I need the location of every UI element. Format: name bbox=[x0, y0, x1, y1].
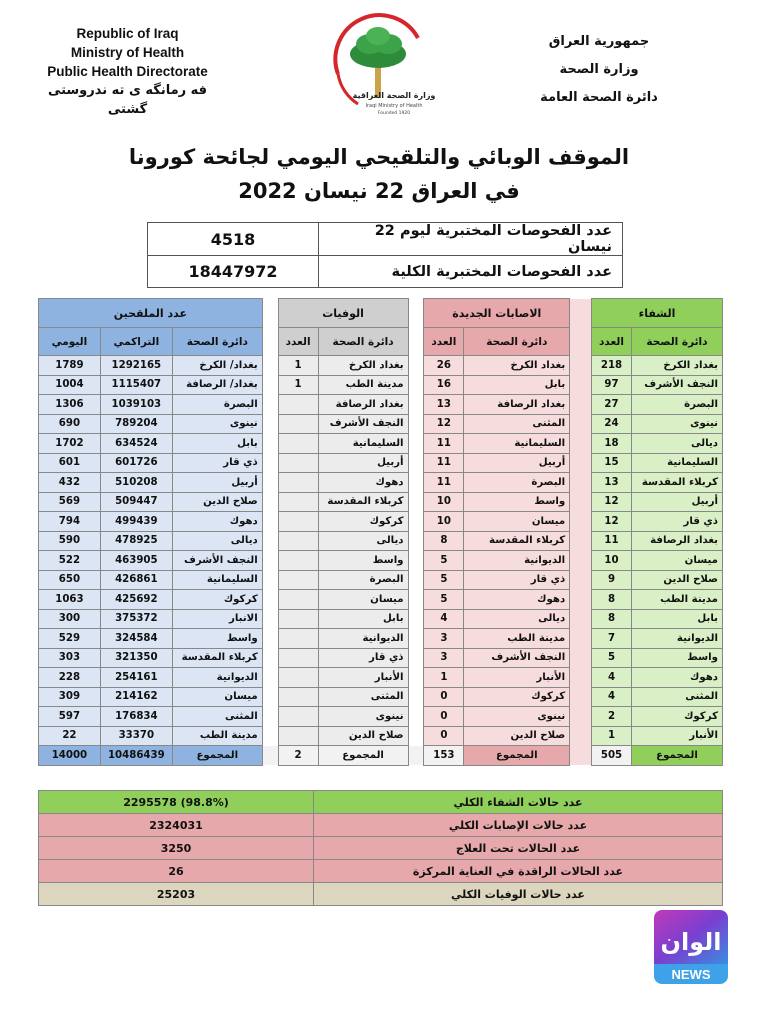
recovered-directorate-cell: واسط bbox=[631, 648, 722, 668]
vaccinated-directorate-cell: ميسان bbox=[172, 687, 262, 707]
deaths-count-cell bbox=[278, 648, 318, 668]
deaths-directorate-cell: ذي قار bbox=[318, 648, 408, 668]
recovered-directorate-cell: المثنى bbox=[631, 687, 722, 707]
deaths-directorate-cell: واسط bbox=[318, 551, 408, 571]
deaths-directorate-cell: مدينة الطب bbox=[318, 375, 408, 395]
deaths-directorate-cell: صلاح الدين bbox=[318, 726, 408, 746]
totals-row bbox=[39, 746, 723, 766]
table-row bbox=[39, 570, 723, 590]
vaccinated-cumulative-cell: 509447 bbox=[100, 492, 172, 512]
col-directorate: دائرة الصحة bbox=[318, 328, 408, 356]
vaccinated-directorate-cell: كركوك bbox=[172, 590, 262, 610]
recovered-count-cell: 2 bbox=[592, 707, 632, 727]
infections-count-cell: 26 bbox=[424, 356, 464, 376]
recovered-count-cell: 9 bbox=[592, 570, 632, 590]
infections-count-cell: 5 bbox=[424, 551, 464, 571]
deaths-count-cell bbox=[278, 434, 318, 454]
table-row bbox=[39, 726, 723, 746]
summary-label: عدد حالات الشفاء الكلي bbox=[314, 791, 723, 814]
infections-directorate-cell: ذي قار bbox=[464, 570, 570, 590]
deaths-count-cell bbox=[278, 707, 318, 727]
deaths-directorate-cell: الديوانية bbox=[318, 629, 408, 649]
total-vaccinated-cumulative: 10486439 bbox=[100, 746, 172, 766]
recovered-directorate-cell: أربيل bbox=[631, 492, 722, 512]
table-row bbox=[39, 414, 723, 434]
table-row bbox=[39, 590, 723, 610]
section-vaccinated: عدد الملقحين bbox=[39, 299, 263, 328]
recovered-directorate-cell: السليمانية bbox=[631, 453, 722, 473]
vaccinated-daily-cell: 1004 bbox=[39, 375, 101, 395]
vaccinated-cumulative-cell: 1292165 bbox=[100, 356, 172, 376]
recovered-directorate-cell: كركوك bbox=[631, 707, 722, 727]
infections-count-cell: 12 bbox=[424, 414, 464, 434]
covid-stats-table bbox=[38, 298, 723, 766]
table-row bbox=[39, 551, 723, 571]
deaths-directorate-cell: كركوك bbox=[318, 512, 408, 532]
daily-tests-value: 4518 bbox=[148, 223, 319, 256]
infections-count-cell: 3 bbox=[424, 629, 464, 649]
news-logo bbox=[654, 910, 728, 984]
vaccinated-directorate-cell: مدينة الطب bbox=[172, 726, 262, 746]
vaccinated-cumulative-cell: 601726 bbox=[100, 453, 172, 473]
recovered-count-cell: 13 bbox=[592, 473, 632, 493]
page-title bbox=[0, 140, 758, 208]
vaccinated-cumulative-cell: 425692 bbox=[100, 590, 172, 610]
deaths-directorate-cell: ديالى bbox=[318, 531, 408, 551]
vaccinated-daily-cell: 601 bbox=[39, 453, 101, 473]
summary-table bbox=[38, 790, 723, 906]
vaccinated-directorate-cell: المثنى bbox=[172, 707, 262, 727]
deaths-count-cell bbox=[278, 453, 318, 473]
deaths-directorate-cell: المثنى bbox=[318, 687, 408, 707]
recovered-count-cell: 10 bbox=[592, 551, 632, 571]
vaccinated-cumulative-cell: 463905 bbox=[100, 551, 172, 571]
recovered-count-cell: 15 bbox=[592, 453, 632, 473]
table-row bbox=[39, 687, 723, 707]
header-ar-line: جمهورية العراق bbox=[548, 34, 650, 49]
deaths-count-cell bbox=[278, 512, 318, 532]
recovered-directorate-cell: ذي قار bbox=[631, 512, 722, 532]
vaccinated-directorate-cell: بغداد/ الكرخ bbox=[172, 356, 262, 376]
vaccinated-daily-cell: 529 bbox=[39, 629, 101, 649]
infections-count-cell: 10 bbox=[424, 492, 464, 512]
title-line-2: في العراق 22 نيسان 2022 bbox=[238, 179, 520, 203]
daily-tests-label: عدد الفحوصات المختبرية ليوم 22 نيسان bbox=[319, 223, 623, 256]
recovered-directorate-cell: بغداد الرصافة bbox=[631, 531, 722, 551]
deaths-count-cell bbox=[278, 629, 318, 649]
summary-row bbox=[39, 860, 723, 883]
infections-count-cell: 13 bbox=[424, 395, 464, 415]
recovered-directorate-cell: ديالى bbox=[631, 434, 722, 454]
summary-value: 2324031 bbox=[39, 814, 314, 837]
deaths-count-cell bbox=[278, 551, 318, 571]
recovered-count-cell: 12 bbox=[592, 492, 632, 512]
deaths-directorate-cell: أربيل bbox=[318, 453, 408, 473]
vaccinated-directorate-cell: الديوانية bbox=[172, 668, 262, 688]
header-ar-line: دائرة الصحة العامة bbox=[540, 90, 658, 105]
infections-directorate-cell: كربلاء المقدسة bbox=[464, 531, 570, 551]
header-en-line: Public Health Directorate bbox=[47, 64, 208, 79]
recovered-count-cell: 97 bbox=[592, 375, 632, 395]
header-ar-line: وزارة الصحة bbox=[559, 62, 639, 77]
table-row bbox=[39, 629, 723, 649]
summary-row bbox=[39, 837, 723, 860]
vaccinated-directorate-cell: كربلاء المقدسة bbox=[172, 648, 262, 668]
deaths-directorate-cell: النجف الأشرف bbox=[318, 414, 408, 434]
infections-directorate-cell: النجف الأشرف bbox=[464, 648, 570, 668]
col-directorate: دائرة الصحة bbox=[172, 328, 262, 356]
vaccinated-daily-cell: 303 bbox=[39, 648, 101, 668]
deaths-count-cell bbox=[278, 590, 318, 610]
col-count: العدد bbox=[278, 328, 318, 356]
recovered-count-cell: 4 bbox=[592, 668, 632, 688]
recovered-count-cell: 18 bbox=[592, 434, 632, 454]
recovered-count-cell: 24 bbox=[592, 414, 632, 434]
vaccinated-daily-cell: 794 bbox=[39, 512, 101, 532]
vaccinated-daily-cell: 590 bbox=[39, 531, 101, 551]
total-vaccinated-daily: 14000 bbox=[39, 746, 101, 766]
infections-directorate-cell: بغداد الكرخ bbox=[464, 356, 570, 376]
infections-count-cell: 1 bbox=[424, 668, 464, 688]
deaths-count-cell: 1 bbox=[278, 356, 318, 376]
infections-directorate-cell: السليمانية bbox=[464, 434, 570, 454]
vaccinated-directorate-cell: النجف الأشرف bbox=[172, 551, 262, 571]
vaccinated-directorate-cell: أربيل bbox=[172, 473, 262, 493]
title-line-1: الموقف الوبائي والتلقيحي اليومي لجائحة كورونا bbox=[128, 145, 630, 169]
section-infections: الاصابات الجديدة bbox=[424, 299, 570, 328]
infections-directorate-cell: الديوانية bbox=[464, 551, 570, 571]
deaths-directorate-cell: بغداد الكرخ bbox=[318, 356, 408, 376]
infections-directorate-cell: بابل bbox=[464, 375, 570, 395]
infections-directorate-cell: بغداد الرصافة bbox=[464, 395, 570, 415]
recovered-count-cell: 1 bbox=[592, 726, 632, 746]
summary-value: 25203 bbox=[39, 883, 314, 906]
col-count: العدد bbox=[592, 328, 632, 356]
table-row bbox=[39, 512, 723, 532]
recovered-directorate-cell: الأنبار bbox=[631, 726, 722, 746]
table-row bbox=[39, 707, 723, 727]
vaccinated-cumulative-cell: 478925 bbox=[100, 531, 172, 551]
summary-label: عدد الحالات تحت العلاج bbox=[314, 837, 723, 860]
deaths-count-cell bbox=[278, 531, 318, 551]
table-row bbox=[39, 375, 723, 395]
vaccinated-daily-cell: 228 bbox=[39, 668, 101, 688]
total-recovered: 505 bbox=[592, 746, 632, 766]
summary-row bbox=[39, 814, 723, 837]
col-daily: اليومي bbox=[39, 328, 101, 356]
infections-count-cell: 0 bbox=[424, 707, 464, 727]
header-en-line: Republic of Iraq bbox=[76, 26, 179, 41]
total-label: المجموع bbox=[631, 746, 722, 766]
vaccinated-daily-cell: 690 bbox=[39, 414, 101, 434]
infections-directorate-cell: البصرة bbox=[464, 473, 570, 493]
vaccinated-cumulative-cell: 321350 bbox=[100, 648, 172, 668]
recovered-count-cell: 8 bbox=[592, 590, 632, 610]
infections-count-cell: 5 bbox=[424, 570, 464, 590]
recovered-count-cell: 7 bbox=[592, 629, 632, 649]
vaccinated-cumulative-cell: 499439 bbox=[100, 512, 172, 532]
recovered-directorate-cell: بابل bbox=[631, 609, 722, 629]
vaccinated-daily-cell: 1306 bbox=[39, 395, 101, 415]
logo-founded: Founded 1920 bbox=[377, 111, 411, 116]
infections-directorate-cell: واسط bbox=[464, 492, 570, 512]
news-sub: NEWS bbox=[671, 967, 711, 982]
summary-value: 2295578 (98.8%) bbox=[39, 791, 314, 814]
infections-directorate-cell: نينوى bbox=[464, 707, 570, 727]
deaths-count-cell bbox=[278, 668, 318, 688]
recovered-directorate-cell: صلاح الدين bbox=[631, 570, 722, 590]
header-en-line: Ministry of Health bbox=[70, 45, 185, 60]
vaccinated-daily-cell: 1789 bbox=[39, 356, 101, 376]
news-logo-icon bbox=[654, 910, 728, 984]
vaccinated-cumulative-cell: 634524 bbox=[100, 434, 172, 454]
header-en-line: فه رمانگه ى ته ندروستى گشتى bbox=[47, 83, 208, 117]
vaccinated-cumulative-cell: 789204 bbox=[100, 414, 172, 434]
summary-value: 3250 bbox=[39, 837, 314, 860]
recovered-directorate-cell: مدينة الطب bbox=[631, 590, 722, 610]
vaccinated-daily-cell: 650 bbox=[39, 570, 101, 590]
vaccinated-directorate-cell: السليمانية bbox=[172, 570, 262, 590]
recovered-count-cell: 5 bbox=[592, 648, 632, 668]
deaths-count-cell bbox=[278, 687, 318, 707]
recovered-directorate-cell: كربلاء المقدسة bbox=[631, 473, 722, 493]
deaths-count-cell bbox=[278, 726, 318, 746]
infections-count-cell: 8 bbox=[424, 531, 464, 551]
deaths-directorate-cell: نينوى bbox=[318, 707, 408, 727]
deaths-directorate-cell: الأنبار bbox=[318, 668, 408, 688]
vaccinated-daily-cell: 432 bbox=[39, 473, 101, 493]
table-row bbox=[39, 648, 723, 668]
vaccinated-cumulative-cell: 375372 bbox=[100, 609, 172, 629]
infections-directorate-cell: صلاح الدين bbox=[464, 726, 570, 746]
summary-value: 26 bbox=[39, 860, 314, 883]
vaccinated-directorate-cell: بغداد/ الرصافة bbox=[172, 375, 262, 395]
vaccinated-daily-cell: 309 bbox=[39, 687, 101, 707]
table-row bbox=[39, 668, 723, 688]
vaccinated-directorate-cell: بابل bbox=[172, 434, 262, 454]
vaccinated-daily-cell: 569 bbox=[39, 492, 101, 512]
ministry-logo bbox=[318, 12, 440, 124]
vaccinated-daily-cell: 597 bbox=[39, 707, 101, 727]
table-row bbox=[39, 453, 723, 473]
vaccinated-daily-cell: 1702 bbox=[39, 434, 101, 454]
table-row bbox=[39, 434, 723, 454]
infections-directorate-cell: مدينة الطب bbox=[464, 629, 570, 649]
total-tests-value: 18447972 bbox=[148, 256, 319, 288]
infections-directorate-cell: الأنبار bbox=[464, 668, 570, 688]
section-deaths: الوفيات bbox=[278, 299, 408, 328]
infections-count-cell: 5 bbox=[424, 590, 464, 610]
infections-directorate-cell: أربيل bbox=[464, 453, 570, 473]
table-row bbox=[39, 609, 723, 629]
header-english bbox=[40, 24, 215, 119]
vaccinated-directorate-cell: الانبار bbox=[172, 609, 262, 629]
infections-count-cell: 11 bbox=[424, 434, 464, 454]
recovered-count-cell: 12 bbox=[592, 512, 632, 532]
col-directorate: دائرة الصحة bbox=[464, 328, 570, 356]
vaccinated-daily-cell: 22 bbox=[39, 726, 101, 746]
infections-count-cell: 16 bbox=[424, 375, 464, 395]
deaths-count-cell bbox=[278, 570, 318, 590]
col-directorate: دائرة الصحة bbox=[631, 328, 722, 356]
recovered-directorate-cell: النجف الأشرف bbox=[631, 375, 722, 395]
deaths-count-cell bbox=[278, 414, 318, 434]
total-deaths: 2 bbox=[278, 746, 318, 766]
deaths-directorate-cell: ميسان bbox=[318, 590, 408, 610]
infections-directorate-cell: ميسان bbox=[464, 512, 570, 532]
table-row bbox=[39, 395, 723, 415]
recovered-count-cell: 11 bbox=[592, 531, 632, 551]
summary-row bbox=[39, 883, 723, 906]
infections-directorate-cell: المثنى bbox=[464, 414, 570, 434]
recovered-directorate-cell: ميسان bbox=[631, 551, 722, 571]
vaccinated-cumulative-cell: 1039103 bbox=[100, 395, 172, 415]
logo-english: Iraqi Ministry of Health bbox=[365, 103, 423, 109]
summary-label: عدد الحالات الراقدة في العناية المركزة bbox=[314, 860, 723, 883]
total-label: المجموع bbox=[464, 746, 570, 766]
vaccinated-directorate-cell: واسط bbox=[172, 629, 262, 649]
infections-count-cell: 11 bbox=[424, 453, 464, 473]
deaths-directorate-cell: دهوك bbox=[318, 473, 408, 493]
vaccinated-daily-cell: 522 bbox=[39, 551, 101, 571]
summary-label: عدد حالات الوفيات الكلي bbox=[314, 883, 723, 906]
vaccinated-cumulative-cell: 1115407 bbox=[100, 375, 172, 395]
deaths-directorate-cell: بابل bbox=[318, 609, 408, 629]
deaths-count-cell bbox=[278, 492, 318, 512]
vaccinated-cumulative-cell: 426861 bbox=[100, 570, 172, 590]
vaccinated-directorate-cell: البصرة bbox=[172, 395, 262, 415]
deaths-directorate-cell: بغداد الرصافة bbox=[318, 395, 408, 415]
deaths-count-cell bbox=[278, 395, 318, 415]
vaccinated-cumulative-cell: 33370 bbox=[100, 726, 172, 746]
vaccinated-cumulative-cell: 324584 bbox=[100, 629, 172, 649]
recovered-directorate-cell: الديوانية bbox=[631, 629, 722, 649]
lab-tests-table bbox=[147, 222, 623, 288]
recovered-directorate-cell: البصرة bbox=[631, 395, 722, 415]
recovered-directorate-cell: نينوى bbox=[631, 414, 722, 434]
recovered-directorate-cell: دهوك bbox=[631, 668, 722, 688]
total-label: المجموع bbox=[172, 746, 262, 766]
deaths-count-cell bbox=[278, 473, 318, 493]
total-label: المجموع bbox=[318, 746, 408, 766]
total-infections: 153 bbox=[424, 746, 464, 766]
summary-label: عدد حالات الإصابات الكلي bbox=[314, 814, 723, 837]
col-count: العدد bbox=[424, 328, 464, 356]
vaccinated-daily-cell: 1063 bbox=[39, 590, 101, 610]
infections-count-cell: 11 bbox=[424, 473, 464, 493]
infections-directorate-cell: دهوك bbox=[464, 590, 570, 610]
deaths-directorate-cell: السليمانية bbox=[318, 434, 408, 454]
logo-arabic: وزارة الصحة العراقية bbox=[352, 91, 436, 100]
vaccinated-cumulative-cell: 214162 bbox=[100, 687, 172, 707]
vaccinated-directorate-cell: ديالى bbox=[172, 531, 262, 551]
table-row bbox=[39, 531, 723, 551]
infections-count-cell: 0 bbox=[424, 726, 464, 746]
vaccinated-daily-cell: 300 bbox=[39, 609, 101, 629]
vaccinated-cumulative-cell: 254161 bbox=[100, 668, 172, 688]
section-recovered: الشفاء bbox=[592, 299, 723, 328]
deaths-directorate-cell: كربلاء المقدسة bbox=[318, 492, 408, 512]
vaccinated-directorate-cell: ذي قار bbox=[172, 453, 262, 473]
infections-directorate-cell: ديالى bbox=[464, 609, 570, 629]
total-tests-label: عدد الفحوصات المختبرية الكلية bbox=[319, 256, 623, 288]
recovered-count-cell: 218 bbox=[592, 356, 632, 376]
table-row bbox=[39, 492, 723, 512]
summary-row bbox=[39, 791, 723, 814]
recovered-directorate-cell: بغداد الكرخ bbox=[631, 356, 722, 376]
table-row bbox=[39, 473, 723, 493]
vaccinated-directorate-cell: دهوك bbox=[172, 512, 262, 532]
news-brand: الوان bbox=[660, 928, 722, 956]
col-cumulative: التراكمي bbox=[100, 328, 172, 356]
recovered-count-cell: 27 bbox=[592, 395, 632, 415]
recovered-count-cell: 8 bbox=[592, 609, 632, 629]
recovered-count-cell: 4 bbox=[592, 687, 632, 707]
vaccinated-cumulative-cell: 510208 bbox=[100, 473, 172, 493]
infections-count-cell: 4 bbox=[424, 609, 464, 629]
infections-count-cell: 3 bbox=[424, 648, 464, 668]
infections-directorate-cell: كركوك bbox=[464, 687, 570, 707]
header-arabic bbox=[524, 28, 674, 112]
deaths-count-cell: 1 bbox=[278, 375, 318, 395]
deaths-directorate-cell: البصرة bbox=[318, 570, 408, 590]
infections-count-cell: 0 bbox=[424, 687, 464, 707]
vaccinated-cumulative-cell: 176834 bbox=[100, 707, 172, 727]
table-row bbox=[39, 356, 723, 376]
vaccinated-directorate-cell: نينوى bbox=[172, 414, 262, 434]
deaths-count-cell bbox=[278, 609, 318, 629]
infections-count-cell: 10 bbox=[424, 512, 464, 532]
vaccinated-directorate-cell: صلاح الدين bbox=[172, 492, 262, 512]
